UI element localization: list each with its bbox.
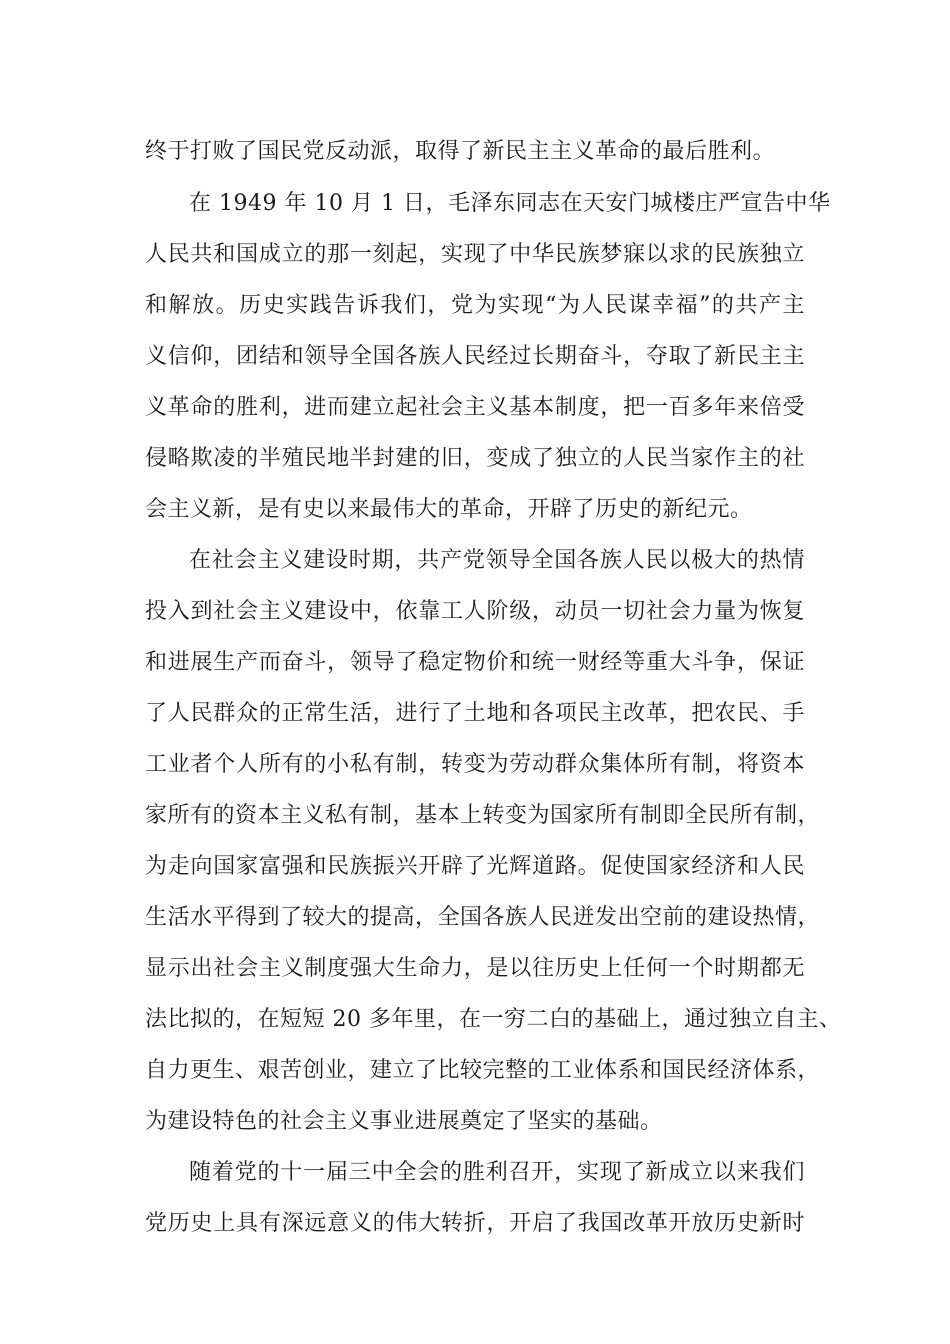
paragraph-3-line-10: 法比拟的，在短短 20 多年里，在一穷二白的基础上，通过独立自主、 [145,1007,842,1032]
paragraph-2-line-7: 会主义新，是有史以来最伟大的革命，开辟了历史的新纪元。 [145,497,753,522]
paragraph-2-line-3: 和解放。历史实践告诉我们，党为实现“为人民谋幸福”的共产主 [145,293,805,318]
paragraph-3-line-5: 工业者个人所有的小私有制，转变为劳动群众集体所有制，将资本 [145,752,805,777]
paragraph-1-line-1: 终于打败了国民党反动派，取得了新民主主义革命的最后胜利。 [145,139,776,164]
paragraph-3-line-8: 生活水平得到了较大的提高，全国各族人民迸发出空前的建设热情， [145,905,821,930]
paragraph-4-line-2: 党历史上具有深远意义的伟大转折，开启了我国改革开放历史新时 [145,1211,805,1236]
paragraph-3-line-3: 和进展生产而奋斗，领导了稳定物价和统一财经等重大斗争，保证 [145,650,805,675]
paragraph-3-line-9: 显示出社会主义制度强大生命力，是以往历史上任何一个时期都无 [145,956,805,981]
paragraph-3-line-7: 为走向国家富强和民族振兴开辟了光辉道路。促使国家经济和人民 [145,854,805,879]
paragraph-3-line-2: 投入到社会主义建设中，依靠工人阶级，动员一切社会力量为恢复 [145,599,805,624]
paragraph-2-line-5: 义革命的胜利，进而建立起社会主义基本制度，把一百多年来倍受 [145,395,805,420]
paragraph-3-line-4: 了人民群众的正常生活，进行了土地和各项民主改革，把农民、手 [145,701,805,726]
paragraph-3-line-6: 家所有的资本主义私有制，基本上转变为国家所有制即全民所有制， [145,803,821,828]
paragraph-3-line-1: 在社会主义建设时期，共产党领导全国各族人民以极大的热情 [189,548,805,573]
paragraph-2-line-1: 在 1949 年 10 月 1 日，毛泽东同志在天安门城楼庄严宣告中华 [189,191,831,216]
paragraph-2-line-2: 人民共和国成立的那一刻起，实现了中华民族梦寐以求的民族独立 [145,242,805,267]
paragraph-3-line-12: 为建设特色的社会主义事业进展奠定了坚实的基础。 [145,1109,663,1134]
paragraph-2-line-4: 义信仰，团结和领导全国各族人民经过长期奋斗，夺取了新民主主 [145,344,805,369]
paragraph-4-line-1: 随着党的十一届三中全会的胜利召开，实现了新成立以来我们 [189,1160,805,1185]
paragraph-2-line-6: 侵略欺凌的半殖民地半封建的旧，变成了独立的人民当家作主的社 [145,446,805,471]
paragraph-3-line-11: 自力更生、艰苦创业，建立了比较完整的工业体系和国民经济体系， [145,1058,821,1083]
